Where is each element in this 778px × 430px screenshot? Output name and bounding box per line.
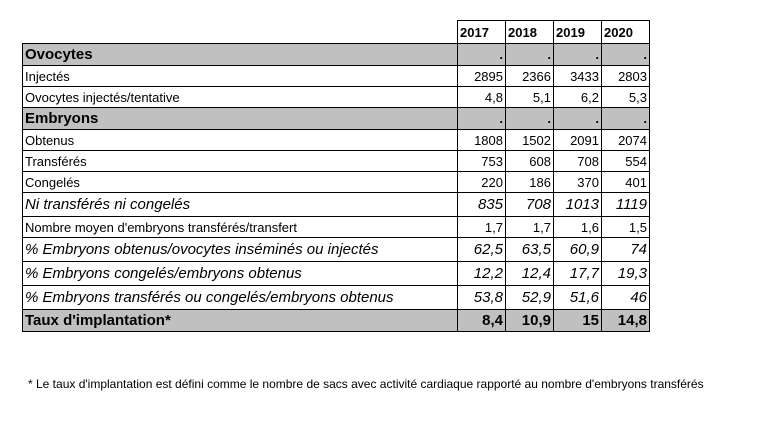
- row-label: Congelés: [23, 172, 458, 193]
- year-header-2018: 2018: [506, 21, 554, 44]
- value-cell-2019: 15: [554, 310, 602, 332]
- value-cell-2018: 1,7: [506, 217, 554, 238]
- table-row: [23, 262, 650, 286]
- row-label: Taux d'implantation*: [23, 310, 458, 332]
- table-row: [23, 87, 650, 108]
- value-cell-2017: 53,8: [458, 286, 506, 310]
- value-cell-2020: .: [602, 44, 650, 66]
- value-cell-2020: 46: [602, 286, 650, 310]
- table-row: [23, 286, 650, 310]
- value-cell-2020: 554: [602, 151, 650, 172]
- value-cell-2019: 708: [554, 151, 602, 172]
- header-blank-cell: [23, 21, 458, 44]
- table-row: [23, 66, 650, 87]
- value-cell-2017: 8,4: [458, 310, 506, 332]
- value-cell-2017: 2895: [458, 66, 506, 87]
- row-label: Transférés: [23, 151, 458, 172]
- section-row: [23, 108, 650, 130]
- value-cell-2017: 12,2: [458, 262, 506, 286]
- value-cell-2019: .: [554, 44, 602, 66]
- row-label: Ovocytes injectés/tentative: [23, 87, 458, 108]
- value-cell-2019: 2091: [554, 130, 602, 151]
- row-label: % Embryons transférés ou congelés/embryons obtenus: [23, 286, 458, 310]
- value-cell-2019: 17,7: [554, 262, 602, 286]
- footnote: * Le taux d'implantation est défini comme le nombre de sacs avec activité cardiaque rapporté au nombre d'embryons transférés: [28, 377, 704, 391]
- year-header-2019: 2019: [554, 21, 602, 44]
- value-cell-2018: .: [506, 44, 554, 66]
- value-cell-2018: 2366: [506, 66, 554, 87]
- value-cell-2019: 370: [554, 172, 602, 193]
- value-cell-2018: 52,9: [506, 286, 554, 310]
- value-cell-2018: 5,1: [506, 87, 554, 108]
- row-label: Nombre moyen d'embryons transférés/transfert: [23, 217, 458, 238]
- header-row: [23, 21, 650, 44]
- value-cell-2020: 14,8: [602, 310, 650, 332]
- value-cell-2019: .: [554, 108, 602, 130]
- total-row: [23, 310, 650, 332]
- value-cell-2019: 60,9: [554, 238, 602, 262]
- value-cell-2019: 51,6: [554, 286, 602, 310]
- value-cell-2020: .: [602, 108, 650, 130]
- value-cell-2018: 1502: [506, 130, 554, 151]
- value-cell-2018: 10,9: [506, 310, 554, 332]
- ivf-statistics-table: [22, 20, 650, 332]
- value-cell-2020: 5,3: [602, 87, 650, 108]
- value-cell-2017: .: [458, 108, 506, 130]
- table-row: [23, 130, 650, 151]
- value-cell-2018: 708: [506, 193, 554, 217]
- value-cell-2020: 1119: [602, 193, 650, 217]
- section-row: [23, 44, 650, 66]
- row-label: Ovocytes: [23, 44, 458, 66]
- value-cell-2020: 1,5: [602, 217, 650, 238]
- value-cell-2019: 1013: [554, 193, 602, 217]
- value-cell-2020: 2074: [602, 130, 650, 151]
- value-cell-2017: 1808: [458, 130, 506, 151]
- value-cell-2019: 3433: [554, 66, 602, 87]
- row-label: Injectés: [23, 66, 458, 87]
- value-cell-2017: 4,8: [458, 87, 506, 108]
- value-cell-2017: 220: [458, 172, 506, 193]
- table-row: [23, 217, 650, 238]
- value-cell-2019: 6,2: [554, 87, 602, 108]
- table-row: [23, 238, 650, 262]
- value-cell-2020: 19,3: [602, 262, 650, 286]
- table-row: [23, 193, 650, 217]
- row-label: % Embryons obtenus/ovocytes inséminés ou injectés: [23, 238, 458, 262]
- row-label: % Embryons congelés/embryons obtenus: [23, 262, 458, 286]
- value-cell-2018: .: [506, 108, 554, 130]
- value-cell-2017: 835: [458, 193, 506, 217]
- value-cell-2020: 74: [602, 238, 650, 262]
- table-row: [23, 172, 650, 193]
- value-cell-2017: .: [458, 44, 506, 66]
- row-label: Embryons: [23, 108, 458, 130]
- value-cell-2020: 401: [602, 172, 650, 193]
- row-label: Obtenus: [23, 130, 458, 151]
- value-cell-2018: 608: [506, 151, 554, 172]
- value-cell-2018: 186: [506, 172, 554, 193]
- value-cell-2017: 1,7: [458, 217, 506, 238]
- table-row: [23, 151, 650, 172]
- value-cell-2019: 1,6: [554, 217, 602, 238]
- value-cell-2020: 2803: [602, 66, 650, 87]
- value-cell-2018: 63,5: [506, 238, 554, 262]
- value-cell-2017: 753: [458, 151, 506, 172]
- value-cell-2017: 62,5: [458, 238, 506, 262]
- year-header-2017: 2017: [458, 21, 506, 44]
- value-cell-2018: 12,4: [506, 262, 554, 286]
- year-header-2020: 2020: [602, 21, 650, 44]
- row-label: Ni transférés ni congelés: [23, 193, 458, 217]
